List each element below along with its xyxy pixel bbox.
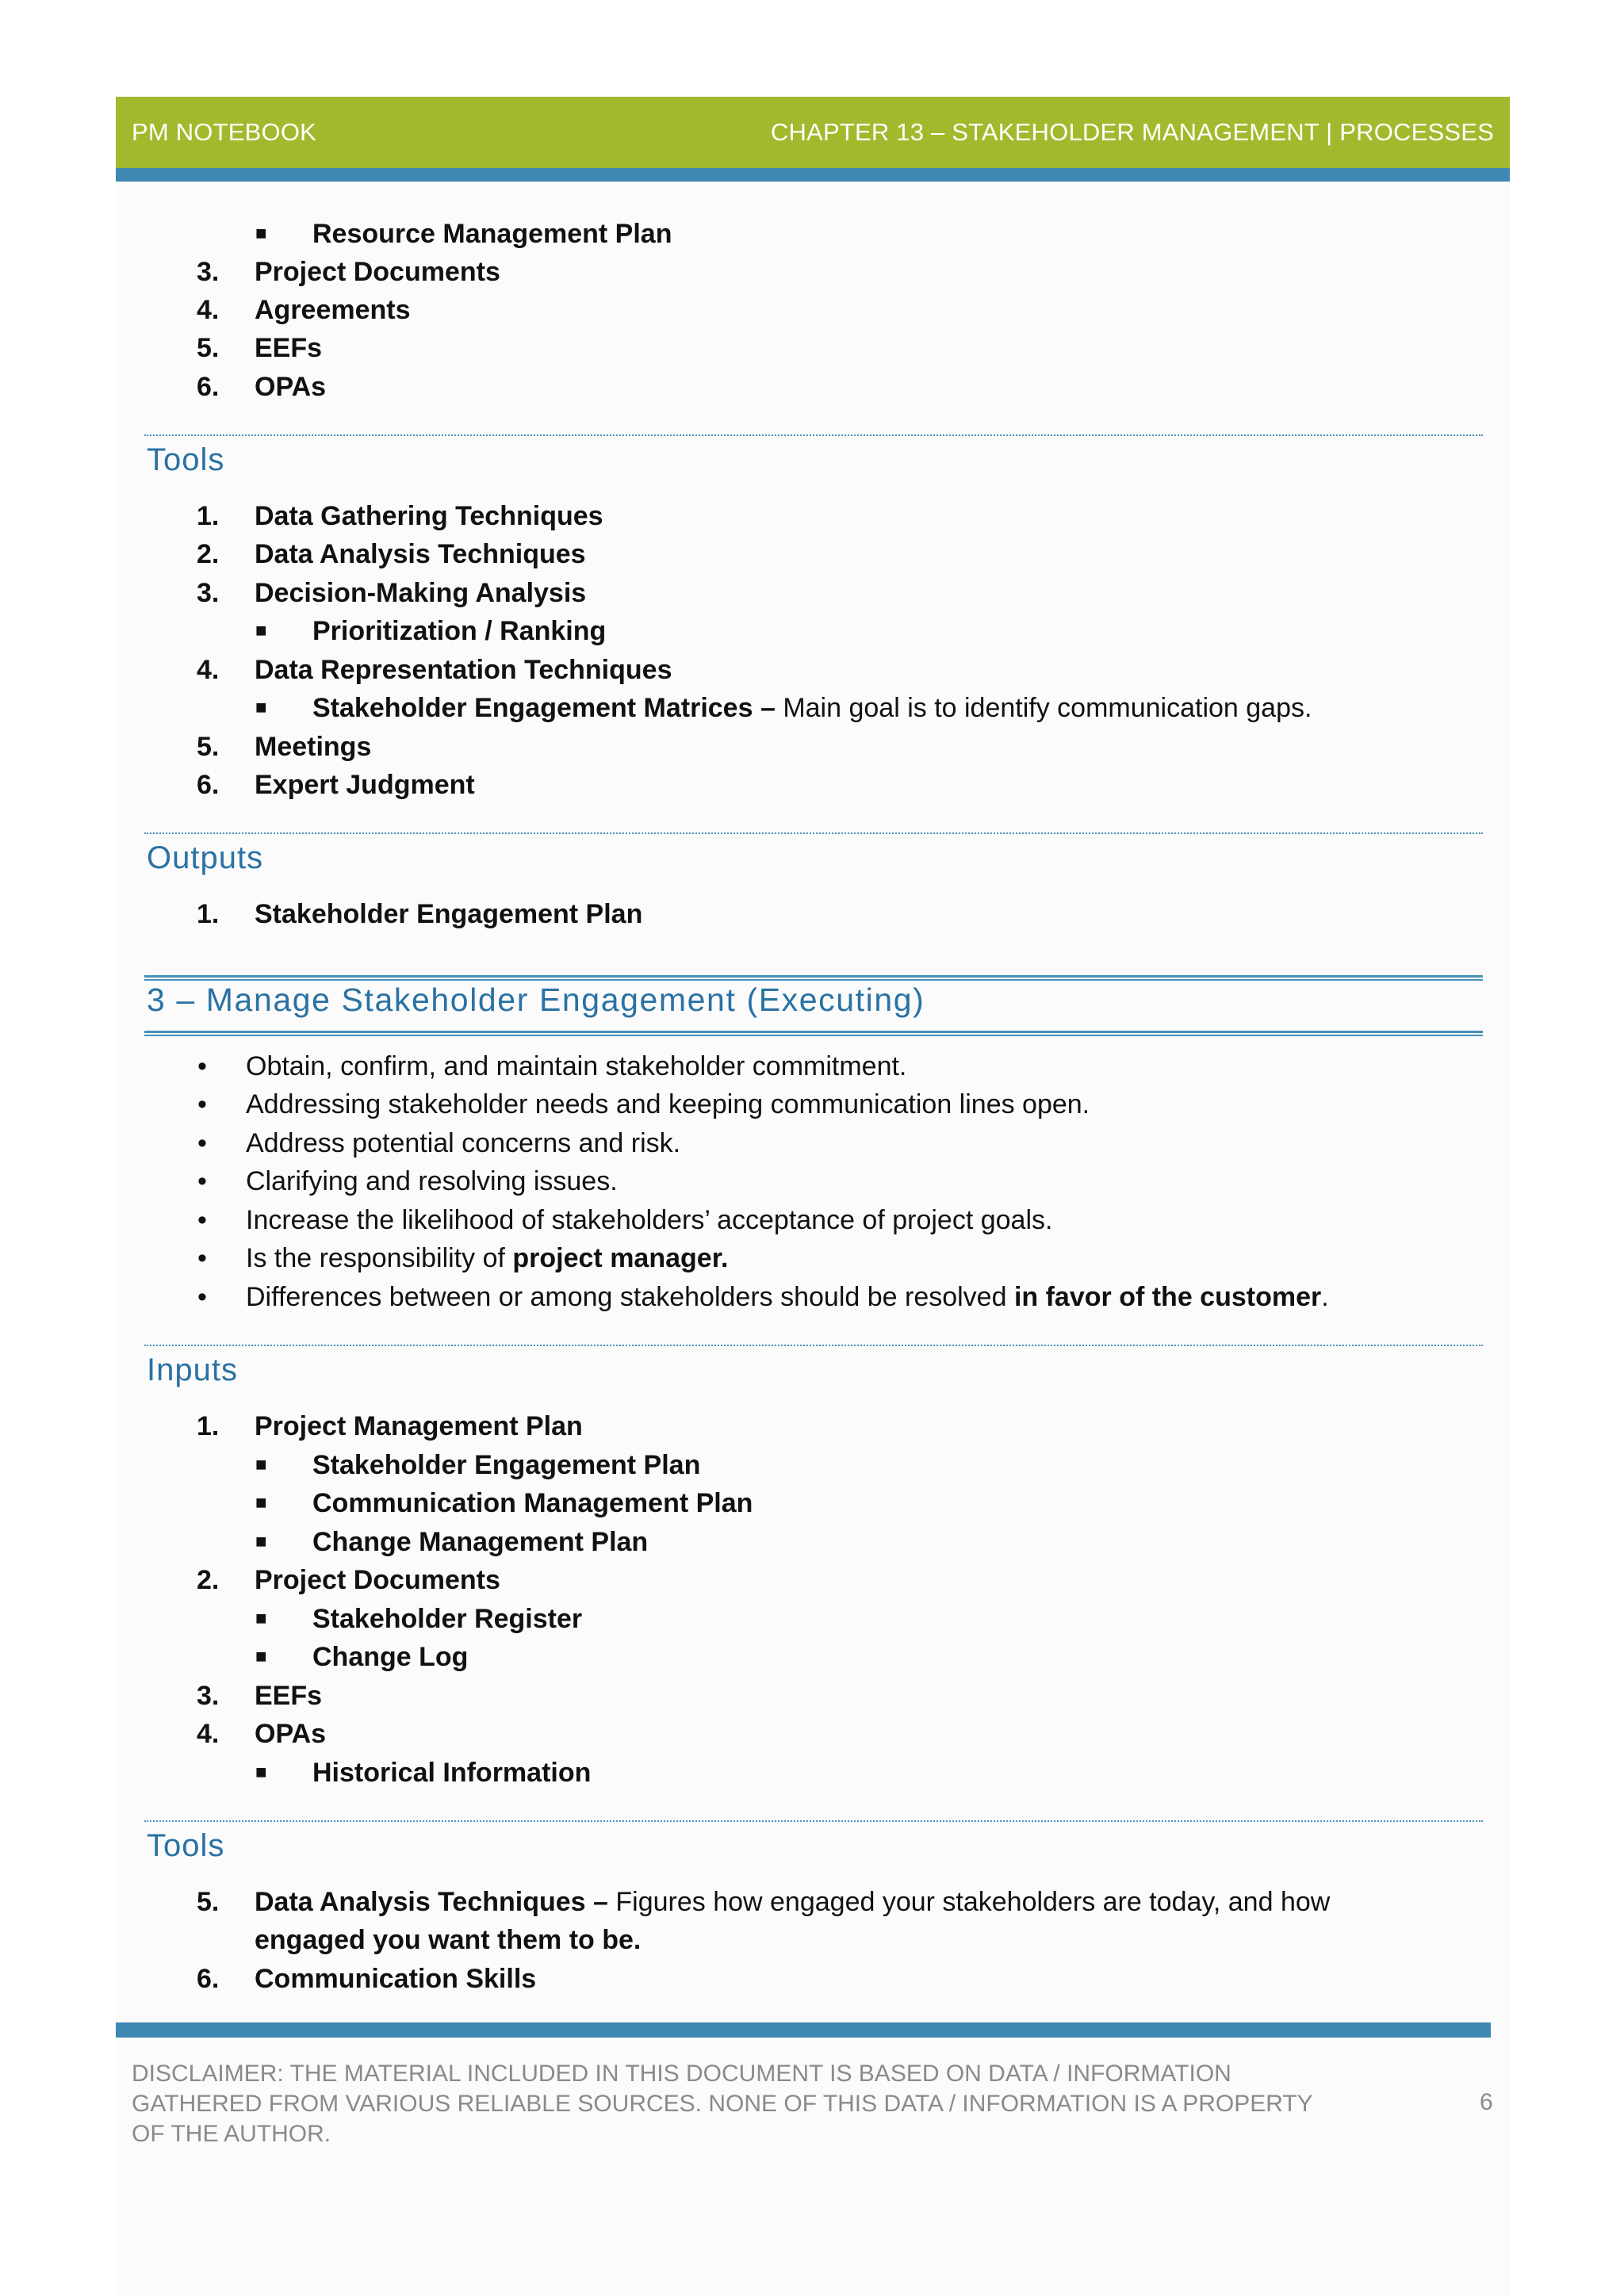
- bullet-text-plain: Is the responsibility of: [246, 1243, 513, 1273]
- sub-item-description: Main goal is to identify communication gaps.: [775, 693, 1312, 723]
- item-number: 6.: [197, 372, 220, 402]
- square-bullet-icon: ■: [255, 1762, 267, 1783]
- item-number: 5.: [197, 333, 220, 363]
- item-label: Communication Skills: [255, 1964, 537, 1994]
- bullet-icon: •: [197, 1243, 207, 1273]
- section-heading-tools: Tools: [147, 442, 225, 477]
- item-label: Data Gathering Techniques: [255, 501, 603, 531]
- bullet-icon: •: [197, 1282, 207, 1312]
- item-label: Meetings: [255, 732, 372, 762]
- item-number: 3.: [197, 1681, 220, 1711]
- sub-item-label: Change Log: [312, 1642, 469, 1672]
- item-number: 3.: [197, 578, 220, 608]
- square-bullet-icon: ■: [255, 697, 267, 718]
- list-item: [0, 689, 1624, 727]
- bullet-item: [0, 1047, 1624, 1085]
- section-divider: [144, 832, 1483, 834]
- square-bullet-icon: ■: [255, 1646, 267, 1667]
- bullet-text: Address potential concerns and risk.: [246, 1128, 681, 1158]
- bullet-text-after: .: [1321, 1282, 1329, 1312]
- item-number: 2.: [197, 1565, 220, 1595]
- bullet-icon: •: [197, 1205, 207, 1235]
- section-rule-bottom: [144, 1031, 1483, 1036]
- list-item: [0, 1754, 1624, 1792]
- item-label: Agreements: [255, 295, 411, 325]
- item-label: EEFs: [255, 333, 323, 363]
- header-rule: [116, 168, 1510, 182]
- list-item: [0, 651, 1624, 689]
- bullet-text-plain: Differences between or among stakeholders should be resolved: [246, 1282, 1014, 1312]
- square-bullet-icon: ■: [255, 223, 267, 244]
- bullet-text-bold: in favor of the customer: [1013, 1282, 1322, 1312]
- item-number: 5.: [197, 1887, 220, 1917]
- bullet-icon: •: [197, 1089, 207, 1119]
- page-header: [116, 97, 1510, 168]
- section-title: 3 – Manage Stakeholder Engagement (Executing): [147, 982, 925, 1018]
- bullet-item: [0, 1239, 1624, 1277]
- list-item: [0, 253, 1624, 291]
- square-bullet-icon: ■: [255, 620, 267, 641]
- item-number: 1.: [197, 899, 220, 929]
- square-bullet-icon: ■: [255, 1531, 267, 1552]
- list-item: [0, 1677, 1624, 1715]
- item-label: EEFs: [255, 1681, 323, 1711]
- list-item: [0, 1715, 1624, 1753]
- section-heading-inputs: Inputs: [147, 1353, 238, 1387]
- sub-item-label: Change Management Plan: [312, 1527, 649, 1557]
- item-label: Data Analysis Techniques: [255, 539, 586, 569]
- section-heading-tools: Tools: [147, 1828, 225, 1863]
- bullet-text: Addressing stakeholder needs and keeping communication lines open.: [246, 1089, 1090, 1119]
- list-item: [0, 1960, 1624, 1998]
- list-item: [0, 1600, 1624, 1638]
- list-item: [0, 1883, 1624, 1921]
- section-heading-outputs: Outputs: [147, 840, 264, 875]
- item-number: 6.: [197, 1964, 220, 1994]
- list-item: [0, 612, 1624, 650]
- list-item: [0, 574, 1624, 612]
- item-number: 1.: [197, 501, 220, 531]
- sub-item-label: Historical Information: [312, 1758, 592, 1788]
- list-item: [0, 497, 1624, 535]
- item-text: [255, 1883, 1330, 1921]
- bullet-icon: •: [197, 1128, 207, 1158]
- page-number: 6: [1480, 2089, 1493, 2115]
- item-label: Stakeholder Engagement Plan: [255, 899, 643, 929]
- list-item: [0, 1407, 1624, 1445]
- section-divider: [144, 1345, 1483, 1346]
- list-item: [0, 1638, 1624, 1676]
- bullet-icon: •: [197, 1051, 207, 1081]
- list-item: [0, 1561, 1624, 1599]
- list-item: [0, 766, 1624, 804]
- disclaimer-line: DISCLAIMER: THE MATERIAL INCLUDED IN THIS DOCUMENT IS BASED ON DATA / INFORMATION: [132, 2061, 1231, 2087]
- list-item: [0, 329, 1624, 367]
- list-item: [0, 215, 1624, 253]
- section-rule-top: [144, 975, 1483, 981]
- list-item: [0, 1484, 1624, 1522]
- item-number: 4.: [197, 295, 220, 325]
- disclaimer-line: GATHERED FROM VARIOUS RELIABLE SOURCES. NONE OF THIS DATA / INFORMATION IS A PROPERTY: [132, 2091, 1313, 2117]
- item-number: 2.: [197, 539, 220, 569]
- item-label: Project Management Plan: [255, 1411, 583, 1441]
- bullet-icon: •: [197, 1166, 207, 1196]
- sub-item-label: Prioritization / Ranking: [312, 616, 607, 646]
- sub-item-label: Resource Management Plan: [312, 219, 672, 249]
- list-item: [0, 895, 1624, 933]
- list-item: [0, 368, 1624, 406]
- bullet-text: [246, 1239, 729, 1277]
- bullet-item: [0, 1278, 1624, 1316]
- bullet-text: Obtain, confirm, and maintain stakeholder commitment.: [246, 1051, 907, 1081]
- sub-item-label: Stakeholder Register: [312, 1604, 583, 1634]
- item-number: 4.: [197, 655, 220, 685]
- bullet-text: Clarifying and resolving issues.: [246, 1166, 618, 1196]
- sub-item-label: Communication Management Plan: [312, 1488, 753, 1518]
- item-label: Project Documents: [255, 257, 500, 287]
- footer-rule: [116, 2022, 1491, 2038]
- header-left-title: PM NOTEBOOK: [132, 118, 317, 146]
- bullet-item: [0, 1124, 1624, 1162]
- square-bullet-icon: ■: [255, 1454, 267, 1475]
- list-item: [0, 535, 1624, 573]
- item-number: 6.: [197, 770, 220, 800]
- square-bullet-icon: ■: [255, 1492, 267, 1513]
- item-number: 3.: [197, 257, 220, 287]
- item-number: 1.: [197, 1411, 220, 1441]
- item-description: Figures how engaged your stakeholders are today, and how: [607, 1887, 1331, 1917]
- list-item: [0, 1523, 1624, 1561]
- item-label: OPAs: [255, 1719, 327, 1749]
- item-number: 5.: [197, 732, 220, 762]
- list-item: [0, 1446, 1624, 1484]
- bullet-item: [0, 1085, 1624, 1123]
- sub-item-label: Stakeholder Engagement Matrices –: [312, 693, 776, 723]
- disclaimer-line: OF THE AUTHOR.: [132, 2121, 331, 2147]
- item-description-continued: engaged you want them to be.: [255, 1925, 642, 1955]
- sub-item-label: Stakeholder Engagement Plan: [312, 1450, 701, 1480]
- bullet-item: [0, 1162, 1624, 1200]
- item-label: Project Documents: [255, 1565, 500, 1595]
- list-item: [0, 728, 1624, 766]
- item-label: Data Analysis Techniques –: [255, 1887, 608, 1917]
- bullet-text: [246, 1278, 1329, 1316]
- item-label: Expert Judgment: [255, 770, 475, 800]
- square-bullet-icon: ■: [255, 1608, 267, 1629]
- section-divider: [144, 434, 1483, 436]
- sub-item-text: [312, 689, 1312, 727]
- list-item: [0, 291, 1624, 329]
- item-label: Decision-Making Analysis: [255, 578, 587, 608]
- section-divider: [144, 1820, 1483, 1822]
- bullet-text: Increase the likelihood of stakeholders’ acceptance of project goals.: [246, 1205, 1053, 1235]
- list-item-continuation: [0, 1921, 1624, 1959]
- item-label: OPAs: [255, 372, 327, 402]
- bullet-text-bold: project manager.: [512, 1243, 729, 1273]
- item-label: Data Representation Techniques: [255, 655, 672, 685]
- footer-disclaimer: [132, 2059, 1321, 2149]
- bullet-item: [0, 1201, 1624, 1239]
- header-chapter-title: CHAPTER 13 – STAKEHOLDER MANAGEMENT | PROCESSES: [770, 118, 1494, 146]
- item-number: 4.: [197, 1719, 220, 1749]
